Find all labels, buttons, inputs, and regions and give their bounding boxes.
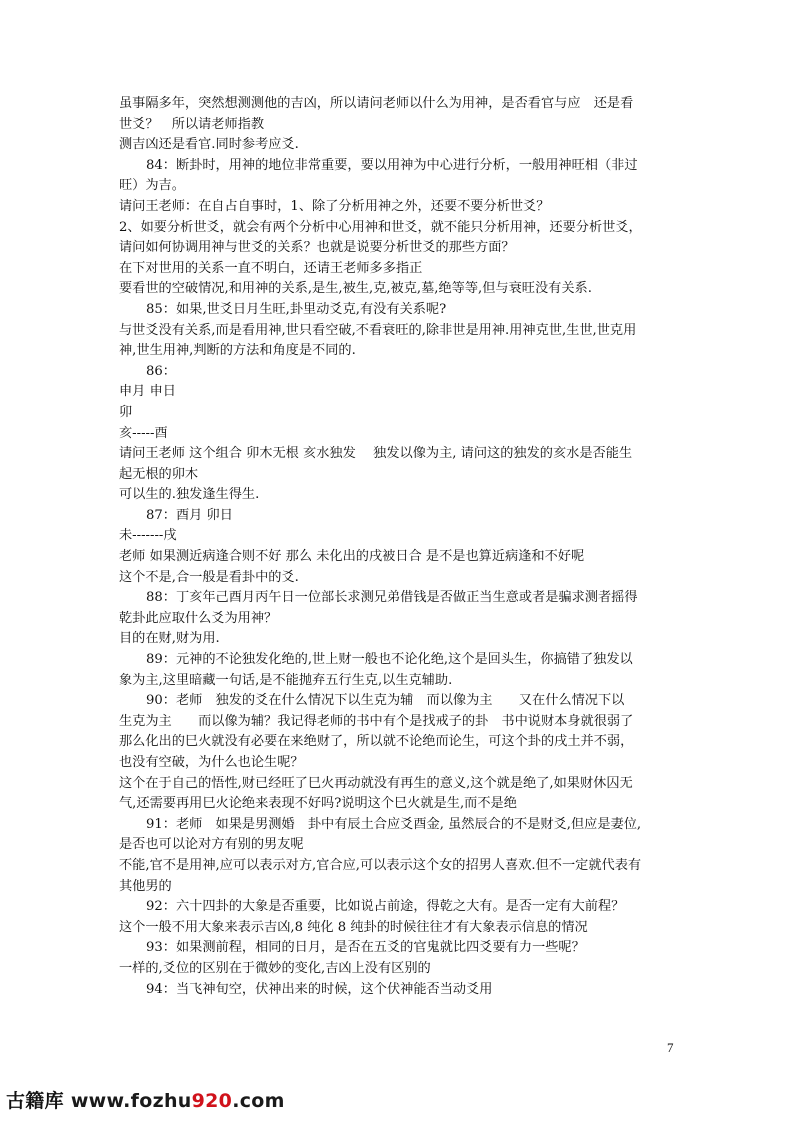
- text-line: 94：当飞神旬空，伏神出来的时候，这个伏神能否当动爻用: [146, 981, 493, 997]
- text-line: 这个在于自己的悟性,财已经旺了巳火再动就没有再生的意义,这个就是绝了,如果财休囚无: [119, 775, 633, 791]
- watermark-url-accent: 920: [191, 1090, 233, 1112]
- text-line: 未-------戌: [119, 528, 177, 544]
- text-line: 85：如果,世爻日月生旺,卦里动爻克,有没有关系呢?: [146, 301, 447, 317]
- text-line: 世爻？ 所以请老师指教: [119, 116, 265, 132]
- text-line: 虽事隔多年，突然想测测他的吉凶，所以请问老师以什么为用神，是否看官与应 还是看: [119, 96, 634, 111]
- watermark-url-prefix: www.fozhu: [63, 1090, 192, 1112]
- text-line: 亥-----酉: [119, 425, 168, 441]
- text-line: 神,世生用神,判断的方法和角度是不同的.: [119, 343, 356, 359]
- text-line: 请问王老师：在自占自事时，1、除了分析用神之外，还要不要分析世爻？: [119, 198, 550, 214]
- text-line: 84：断卦时，用神的地位非常重要，要以用神为中心进行分析，一般用神旺相（非过: [146, 157, 638, 173]
- text-line: 那么化出的巳火就没有必要在来绝财了，所以就不论绝而论生，可这个卦的戌土并不弱，: [119, 734, 634, 750]
- text-line: 88：丁亥年己酉月丙午日一位部长求测兄弟借钱是否做正当生意或者是骗求测者摇得: [146, 590, 638, 606]
- text-line: 旺）为吉。: [119, 178, 185, 194]
- text-line: 不能,官不是用神,应可以表示对方,官合应,可以表示这个女的招男人喜欢.但不一定就代表有: [119, 857, 642, 873]
- text-line: 要看世的空破情况,和用神的关系,是生,被生,克,被克,墓,绝等等,但与衰旺没有关系.: [119, 281, 592, 297]
- text-line: 老师 如果测近病逢合则不好 那么 未化出的戌被日合 是不是也算近病逢和不好呢: [119, 549, 585, 565]
- watermark-brand: 古籍库: [6, 1090, 64, 1112]
- text-line: 93：如果测前程，相同的日月，是否在五爻的官鬼就比四爻要有力一些呢？: [146, 940, 585, 956]
- body-text: [119, 94, 679, 1000]
- text-line: 这个不是,合一般是看卦中的爻.: [119, 569, 299, 585]
- text-line: 这个一般不用大象来表示吉凶,8 纯化 8 纯卦的时候往往才有大象表示信息的情况: [119, 919, 588, 935]
- text-line: 测吉凶还是看官.同时参考应爻.: [119, 137, 299, 153]
- text-line: 与世爻没有关系,而是看用神,世只看空破,不看衰旺的,除非世是用神.用神克世,生世,世克用: [119, 322, 637, 338]
- text-line: 是否也可以论对方有别的男友呢: [119, 837, 304, 853]
- text-line: 卯: [119, 404, 133, 420]
- text-line: 象为主,这里暗藏一句话,是不能抛弃五行生克,以生克辅助.: [119, 672, 453, 688]
- text-line: 请问如何协调用神与世爻的关系？也就是说要分析世爻的那些方面？: [119, 240, 515, 256]
- text-line: 在下对世用的关系一直不明白，还请王老师多多指正: [119, 260, 423, 276]
- text-line: 其他男的: [119, 878, 172, 894]
- text-line: 也没有空破，为什么也论生呢？: [119, 755, 304, 770]
- text-line: 87：酉月 卯日: [146, 507, 233, 523]
- text-line: 86：: [146, 363, 176, 379]
- text-line: 目的在财,财为用.: [119, 631, 220, 647]
- text-line: 91：老师 如果是男测婚 卦中有辰土合应爻酉金, 虽然辰合的不是财爻,但应是妻位,: [146, 816, 642, 832]
- page-number: 7: [667, 1040, 674, 1055]
- site-watermark: [6, 1086, 285, 1113]
- text-line: 起无根的卯木: [119, 466, 199, 482]
- text-line: 申月 申日: [119, 384, 176, 400]
- text-line: 一样的,爻位的区别在于微妙的变化,吉凶上没有区别的: [119, 960, 431, 976]
- watermark-url-suffix: .com: [232, 1090, 285, 1112]
- text-line: 生克为主 而以像为辅？我记得老师的书中有个是找戒子的卦 书中说财本身就很弱了: [119, 713, 634, 729]
- text-line: 2、如要分析世爻，就会有两个分析中心用神和世爻，就不能只分析用神，还要分析世爻，: [119, 219, 642, 235]
- text-line: 92：六十四卦的大象是否重要，比如说占前途，得乾之大有。是否一定有大前程？: [146, 899, 625, 915]
- text-line: 乾卦此应取什么爻为用神？: [119, 610, 278, 626]
- text-line: 请问王老师 这个组合 卯木无根 亥水独发 独发以像为主, 请问这的独发的亥水是否能生: [119, 446, 633, 462]
- text-line: 90：老师 独发的爻在什么情况下以生克为辅 而以像为主 又在什么情况下以: [146, 693, 625, 709]
- text-line: 89：元神的不论独发化绝的,世上财一般也不论化绝,这个是回头生，你搞错了独发以: [146, 652, 633, 668]
- text-line: 气,还需要再用巳火论绝来表现不好吗?说明这个巳火就是生,而不是绝: [119, 796, 517, 812]
- text-line: 可以生的.独发逢生得生.: [119, 487, 260, 503]
